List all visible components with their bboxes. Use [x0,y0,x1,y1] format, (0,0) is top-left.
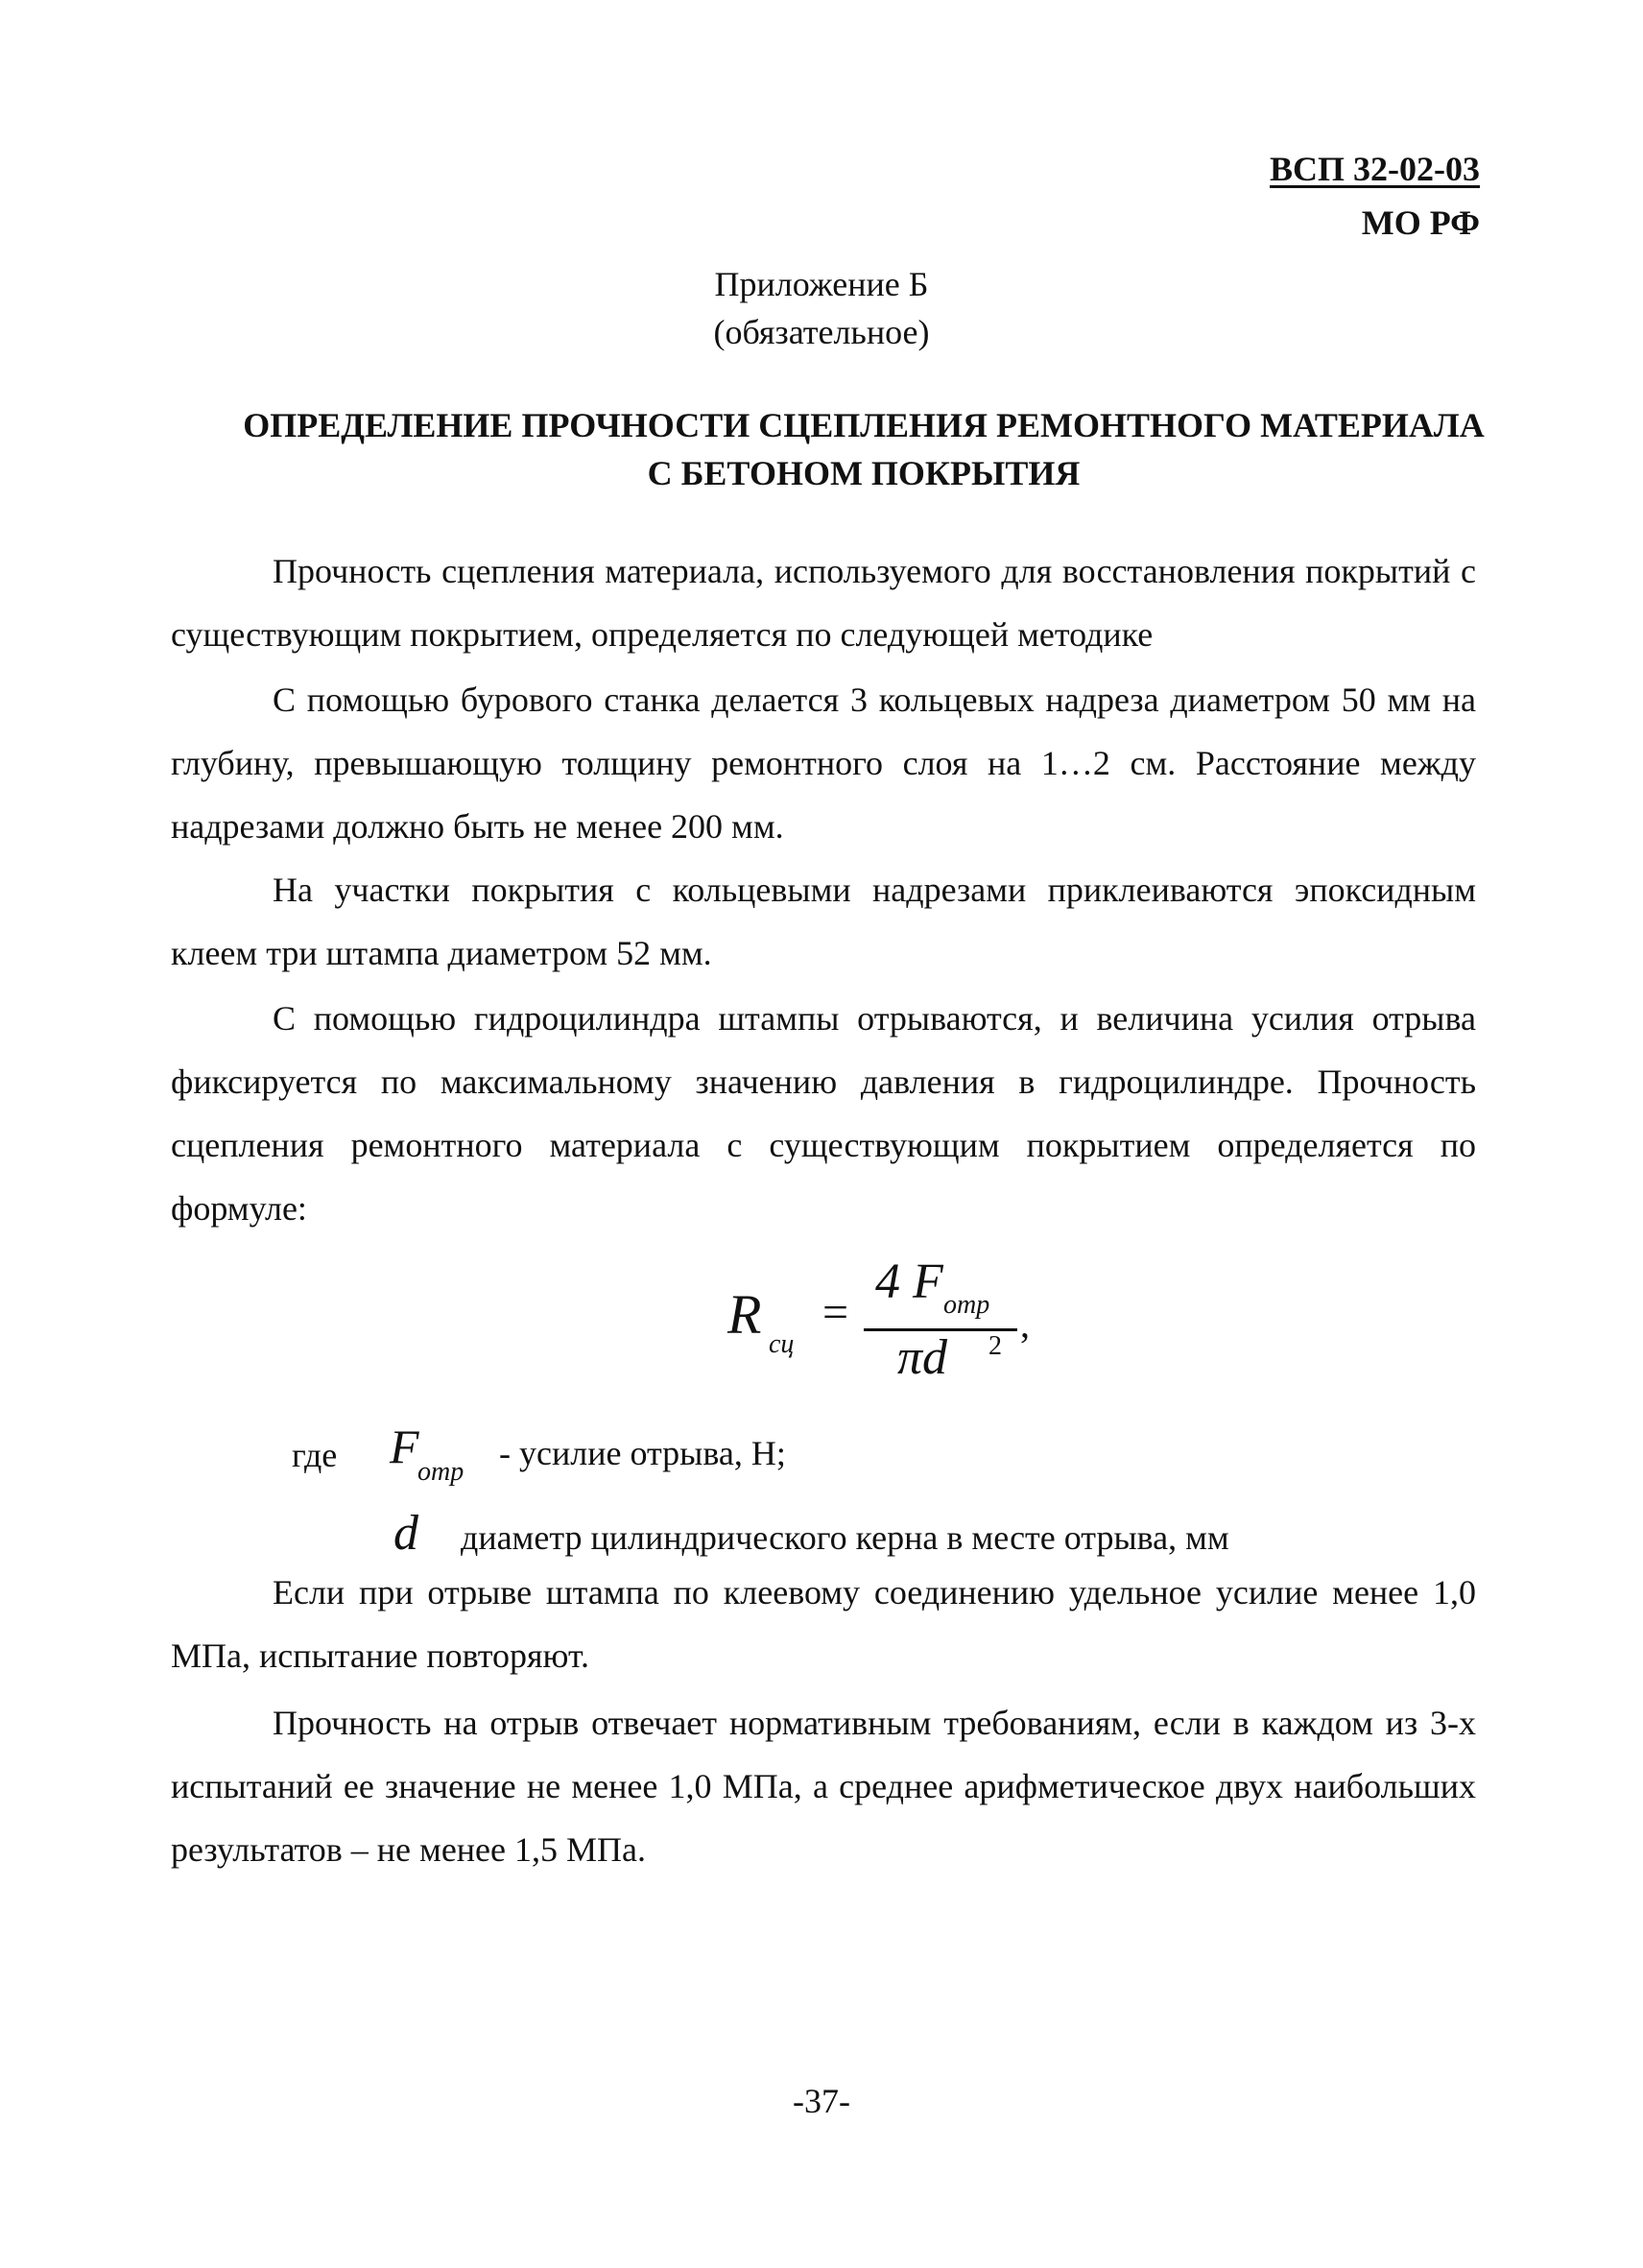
formula-denominator: πd [897,1330,948,1385]
definition-f-text: - усилие отрыва, Н; [499,1434,786,1472]
definition-f-symbol: F [390,1420,419,1473]
page-number: -37- [793,2082,850,2120]
section-title: ОПРЕДЕЛЕНИЕ ПРОЧНОСТИ СЦЕПЛЕНИЯ РЕМОНТНОГО МАТЕРИАЛА С БЕТОНОМ ПОКРЫТИЯ [243,406,1485,492]
paragraph-drilling: С помощью бурового станка делается 3 кольцевых надреза диаметром 50 мм на глубину, превышающую толщину ремонтного слоя на 1…2 см. Расстояние между надрезами должно быть не менее 200 мм. [171,680,1476,846]
paragraph-hydraulic: С помощью гидроцилиндра штампы отрываются, и величина усилия отрыва фиксируется по максимальному значению давления в гидроцилиндре. Прочность сцепления ремонтного материала с существующим покрытием определяется по формуле: [171,999,1476,1228]
definition-f-subscript: отр [417,1457,464,1487]
formula-numerator-subscript: отр [943,1290,990,1320]
paragraph-requirements: Прочность на отрыв отвечает нормативным требованиям, если в каждом из 3-х испытаний ее значение не менее 1,0 МПа, а среднее арифметическое двух наибольших результатов – не менее 1,5 МПа. [171,1704,1476,1869]
paragraph-stamps: На участки покрытия с кольцевыми надрезами приклеиваются эпоксидным клеем три штампа диаметром 52 мм. [171,871,1476,972]
organization-label: МО РФ [1361,203,1480,242]
paragraph-intro: Прочность сцепления материала, используемого для восстановления покрытий с существующим покрытием, определяется по следующей методике [171,552,1476,654]
formula-comma: , [1020,1302,1030,1346]
document-code: ВСП 32-02-03 [1270,150,1480,188]
appendix-title: Приложение Б [714,265,929,303]
paragraph-repeat: Если при отрыве штампа по клеевому соединению удельное усилие менее 1,0 МПа, испытание повторяют. [171,1573,1476,1675]
definition-d-symbol: d [393,1506,418,1561]
formula-exponent: 2 [988,1331,1002,1361]
formula-lhs: R [727,1283,762,1346]
appendix-status: (обязательное) [713,313,930,351]
formula-lhs-subscript: сц [769,1329,795,1359]
formula-numerator: 4 F [875,1254,943,1309]
definition-where: где [292,1436,338,1474]
formula-equals: = [822,1287,849,1338]
definition-d-text: диаметр цилиндрического керна в месте отрыва, мм [461,1518,1229,1557]
